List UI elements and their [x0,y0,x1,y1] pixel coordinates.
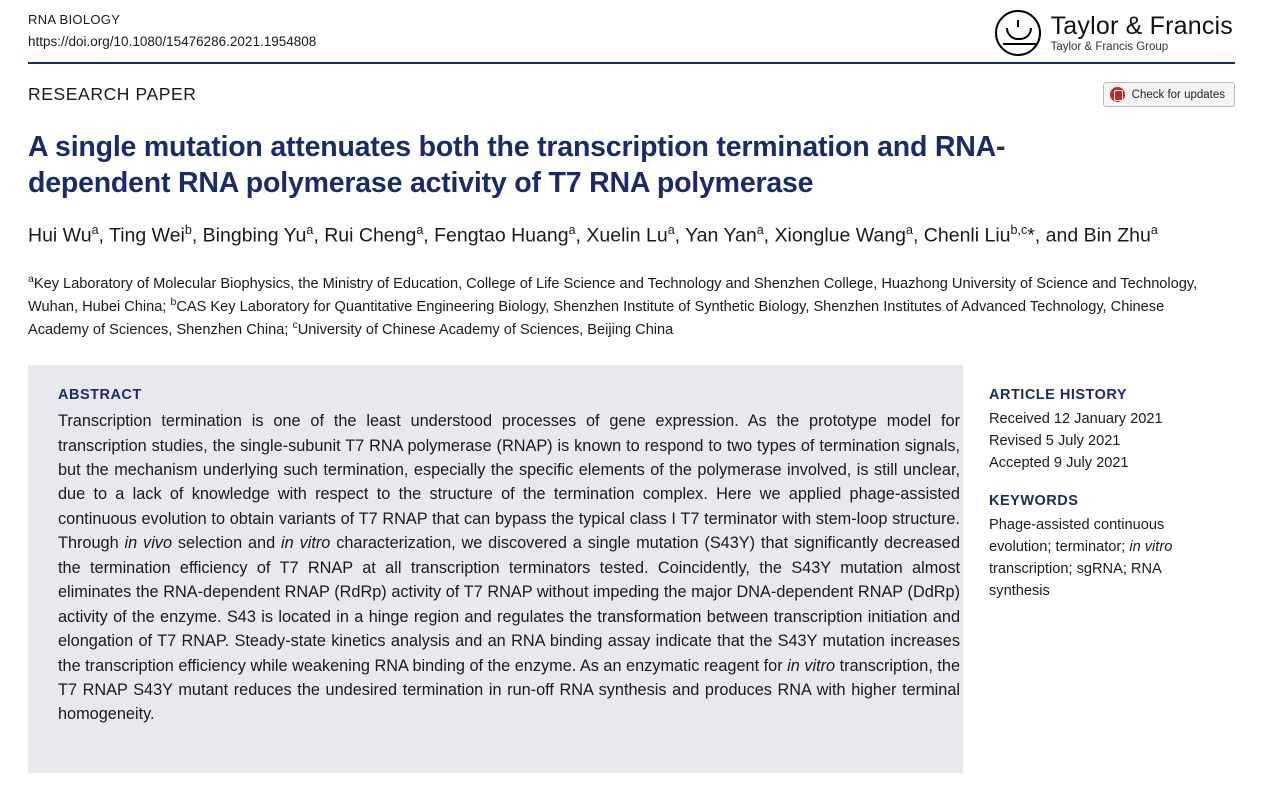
journal-title: RNA BIOLOGY [28,12,121,27]
affiliations: $^a$Key Laboratory of Molecular Biophysics, the Ministry of Education, College of Life Science and Technology and Shenzhen College, Huazhong University of Science and Technology, Wuhan, Hubei China; $^b$CAS Key Laboratory for Quantitative Engineering Biology, Shenzhen Institute of Synthetic Biology, Shenzhen Institutes of Advanced Technology, Chinese Academy of Sciences, Shenzhen China; $^c$University of Chinese Academy of Sciences, Beijing China [28,273,1198,339]
article-history-heading: ARTICLE HISTORY [989,387,1128,404]
article-history-received: Received 12 January 2021 [989,411,1163,428]
taylor-francis-logo [995,10,1235,56]
masthead [28,0,1235,58]
abstract-section [58,387,986,755]
abstract-heading: ABSTRACT [58,387,142,404]
publisher-group: Taylor & Francis Group [1050,41,1169,54]
header-divider [28,62,1235,64]
check-for-updates-button[interactable] [1103,82,1235,107]
paper-type-row [28,82,1235,107]
page-title: A single mutation attenuates both the transcription termination and RNA-dependent RNA polymerase activity of T7 RNA polymerase [28,131,1006,200]
article-meta-column [963,365,1235,773]
publisher-name: Taylor & Francis [1050,11,1233,40]
paper-type-label: RESEARCH PAPER [28,84,197,104]
journal-info [28,10,316,49]
author-list: Hui Wu$^a$, Ting Wei$^b$, Bingbing Yu$^a$, Rui Cheng$^a$, Fengtao Huang$^a$, Xuelin Lu$^a$, Yan Yan$^a$, Xionglue Wang$^a$, Chenli Liu$^{b,c}$*, and Bin Zhu$^a$ [28,222,1158,247]
abstract-panel [28,365,1235,773]
article-history-accepted: Accepted 9 July 2021 [989,454,1129,471]
keywords-heading: KEYWORDS [989,492,1079,509]
teacup-icon [995,10,1041,56]
crossmark-icon [1110,87,1125,102]
check-for-updates-label: Check for updates [1131,88,1225,101]
doi-link[interactable]: https://doi.org/10.1080/15476286.2021.1954808 [28,34,317,49]
keywords-text: Phage-assisted continuous evolution; terminator; in vitro transcription; sgRNA; RNA synthesis [989,516,1173,599]
article-history-revised: Revised 5 July 2021 [989,433,1121,450]
abstract-text: Transcription termination is one of the least understood processes of gene expression. As the prototype model for transcription studies, the single-subunit T7 RNA polymerase (RNAP) is known to respond to two types of termination signals, but the mechanism underlying such termination, especially the specific elements of the polymerase involved, is still unclear, due to a lack of knowledge with respect to the structure of the termination complex. Here we applied phage-assisted continuous evolution to obtain variants of T7 RNAP that can bypass the typical class I T7 terminator with stem-loop structure. Through in vivo selection and in vitro characterization, we discovered a single mutation (S43Y) that significantly decreased the termination efficiency of T7 RNAP at all transcription terminators tested. Coincidently, the S43Y mutation almost eliminates the RNA-dependent RNAP (RdRp) activity of T7 RNAP without impeding the major DNA-dependent RNAP (DdRp) activity of the enzyme. S43 is located in a hinge region and regulates the transformation between transcription initiation and elongation of T7 RNAP. Steady-state kinetics analysis and an RNA binding assay indicate that the S43Y mutation increases the transcription efficiency while weakening RNA binding of the enzyme. As an enzymatic reagent for in vitro transcription, the T7 RNAP S43Y mutant reduces the undesired termination in run-off RNA synthesis and produces RNA with higher terminal homogeneity. [58,412,961,724]
